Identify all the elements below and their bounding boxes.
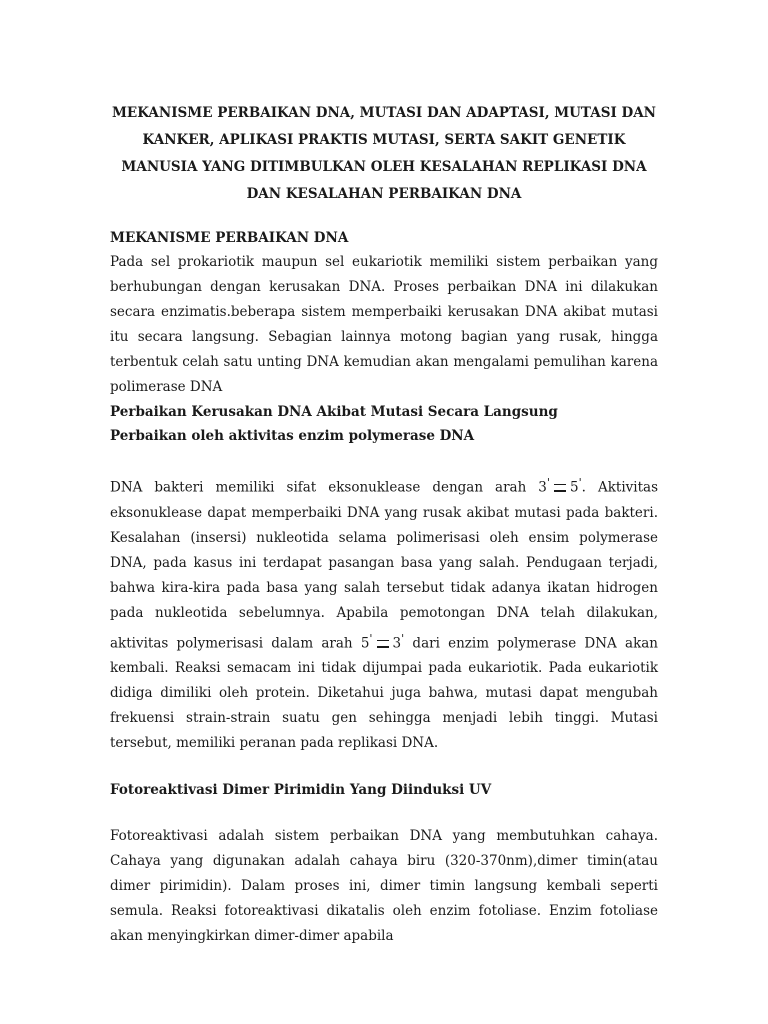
title-line-2: KANKER, APLIKASI PRAKTIS MUTASI, SERTA SAKIT GENETIK bbox=[142, 132, 626, 148]
direction-arrow-icon bbox=[554, 484, 566, 492]
subheading-perbaikan-langsung: Perbaikan Kerusakan DNA Akibat Mutasi Secara Langsung bbox=[110, 404, 558, 420]
text-segment: 5 bbox=[569, 479, 579, 496]
section-heading-fotoreaktivasi: Fotoreaktivasi Dimer Pirimidin Yang Diinduksi UV bbox=[110, 782, 492, 798]
prime-mark: ' bbox=[369, 631, 373, 645]
text-segment: DNA bakteri memiliki sifat eksonuklease dengan arah 3 bbox=[110, 479, 547, 496]
document-page bbox=[110, 100, 658, 949]
subheading-polymerase: Perbaikan oleh aktivitas enzim polymerase DNA bbox=[110, 428, 475, 444]
section-heading-mekanisme: MEKANISME PERBAIKAN DNA bbox=[110, 230, 349, 246]
paragraph-fotoreaktivasi: Fotoreaktivasi adalah sistem perbaikan DNA yang membutuhkan cahaya. Cahaya yang digunakan adalah cahaya biru (320-370nm),dimer timin(atau dimer pirimidin). Dalam proses ini, dimer timin langsung kembali seperti semula. Reaksi fotoreaktivasi dikatalis oleh enzim fotoliase. Enzim fotoliase akan menyingkirkan dimer-dimer apabila bbox=[110, 828, 658, 944]
document-title bbox=[110, 100, 658, 208]
prime-mark: ' bbox=[401, 631, 405, 645]
direction-arrow-icon bbox=[377, 640, 389, 648]
prime-mark: ' bbox=[546, 476, 550, 489]
title-line-4: DAN KESALAHAN PERBAIKAN DNA bbox=[246, 186, 522, 202]
paragraph-eksonuklease bbox=[110, 470, 658, 756]
text-segment: . Aktivitas eksonuklease dapat memperbaiki DNA yang rusak akibat mutasi pada bakteri. Kesalahan (insersi) nukleotida selama polimerisasi oleh ensim polymerase DNA, pada kasus ini terdapat pasangan basa yang salah. Pendugaan terjadi, bahwa kira-kira pada basa yang salah tersebut tidak adanya ikatan hidrogen pada nukleotida sebelumnya. Apabila pemotongan DNA telah dilakukan, aktivitas polymerisasi dalam arah 5 bbox=[110, 479, 658, 651]
text-segment: 3 bbox=[392, 635, 402, 651]
prime-mark: ' bbox=[578, 476, 582, 489]
title-line-1: MEKANISME PERBAIKAN DNA, MUTASI DAN ADAPTASI, MUTASI DAN bbox=[111, 105, 657, 121]
title-line-3: MANUSIA YANG DITIMBULKAN OLEH KESALAHAN REPLIKASI DNA bbox=[121, 159, 647, 175]
paragraph-mekanisme: Pada sel prokariotik maupun sel eukariotik memiliki sistem perbaikan yang berhubungan dengan kerusakan DNA. Proses perbaikan DNA ini dilakukan secara enzimatis.beberapa sistem memperbaiki kerusakan DNA akibat mutasi itu secara langsung. Sebagian lainnya motong bagian yang rusak, hingga terbentuk celah satu unting DNA kemudian akan mengalami pemulihan karena polimerase DNA bbox=[110, 254, 658, 395]
text-segment: dari enzim polymerase DNA akan kembali. Reaksi semacam ini tidak dijumpai pada eukariotik. Pada eukariotik didiga dimiliki oleh protein. Diketahui juga bahwa, mutasi dapat mengubah frekuensi strain-strain suatu gen sehingga menjadi lebih tinggi. Mutasi tersebut, memiliki peranan pada replikasi DNA. bbox=[110, 635, 658, 751]
